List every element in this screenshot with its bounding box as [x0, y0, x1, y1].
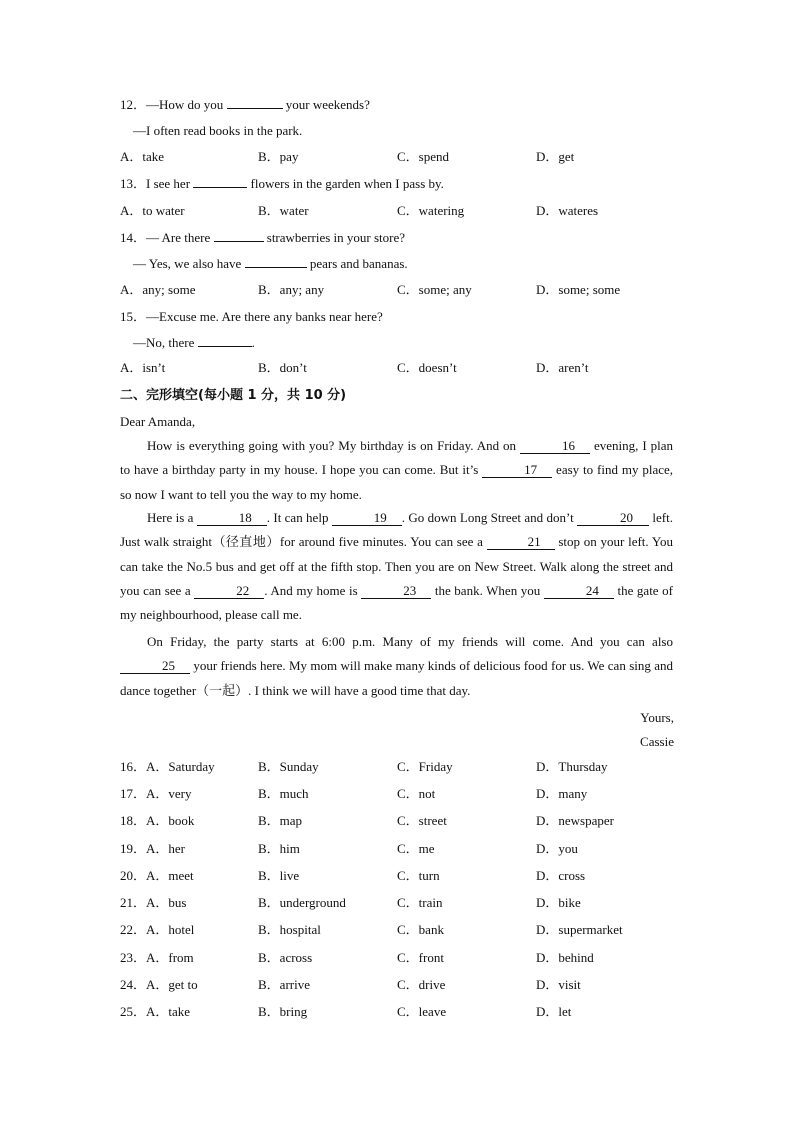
answer-blank	[198, 346, 252, 347]
question-15-reply-b: .	[251, 335, 255, 350]
blank-19: 19	[332, 510, 402, 526]
paragraph-text: . And my home is	[264, 582, 362, 598]
choice-22-b: B．hospital	[258, 922, 321, 937]
choice-17-a: 17．A．very	[120, 786, 192, 801]
question-12-reply: —I often read books in the park.	[133, 123, 303, 138]
choice-16-a: 16．A．Saturday	[120, 759, 215, 774]
question-13	[120, 176, 444, 192]
letter-closing: Yours,	[640, 710, 674, 725]
choice-22-c: C．bank	[397, 922, 444, 937]
choice-18-a: 18．A．book	[120, 813, 195, 828]
letter-signature: Cassie	[640, 734, 674, 749]
paragraph-text: left. Just walk straight（径直地）for around five minutes. You can see a	[120, 510, 673, 550]
question-15-prompt: 15．—Excuse me. Are there any banks near here?	[120, 309, 383, 324]
question-14-prompt-a: 14．— Are there	[120, 230, 211, 245]
q13-option-b: B．water	[258, 203, 309, 218]
q13-option-c: C．watering	[397, 203, 465, 218]
letter-paragraph-2	[120, 506, 673, 627]
answer-blank	[214, 241, 264, 242]
choice-21-d: D．bike	[536, 895, 581, 910]
choice-16-b: B．Sunday	[258, 759, 319, 774]
choice-20-b: B．live	[258, 868, 300, 883]
choice-20-c: C．turn	[397, 868, 440, 883]
choice-18-c: C．street	[397, 813, 447, 828]
question-14-reply-a: — Yes, we also have	[133, 256, 242, 271]
q14-option-a: A．any; some	[120, 282, 196, 297]
choice-20-d: D．cross	[536, 868, 586, 883]
choice-17-c: C．not	[397, 786, 436, 801]
choice-21-a: 21．A．bus	[120, 895, 187, 910]
q13-option-a: A．to water	[120, 203, 185, 218]
choice-18-b: B．map	[258, 813, 303, 828]
paragraph-text: your friends here. My mom will make many kinds of delicious food for us. We can sing and dance together（一起）. I think we will have a good time that day.	[120, 658, 673, 698]
blank-20: 20	[577, 510, 649, 526]
choice-22-a: 22．A．hotel	[120, 922, 195, 937]
q14-option-c: C．some; any	[397, 282, 472, 297]
q12-option-a: A．take	[120, 149, 165, 164]
paragraph-text: easy to find my place, so now I want to tell you the way to my home.	[120, 462, 674, 502]
choice-25-a: 25．A．take	[120, 1004, 191, 1019]
choice-24-a: 24．A．get to	[120, 977, 198, 992]
paragraph-text: . It can help	[266, 510, 332, 525]
q12-option-b: B．pay	[258, 149, 299, 164]
blank-16: 16	[520, 438, 590, 454]
choice-23-b: B．across	[258, 950, 313, 965]
paragraph-text: Here is a	[147, 510, 197, 525]
choice-19-c: C．me	[397, 841, 435, 856]
question-14-reply-b: pears and bananas.	[309, 256, 408, 271]
blank-25: 25	[120, 658, 190, 674]
question-14-reply	[133, 256, 408, 272]
paragraph-text: evening, I plan to have a birthday party in my house. I hope you can come. But it’s	[120, 438, 673, 478]
blank-21: 21	[487, 534, 555, 550]
paragraph-text: stop on your left. You can take the No.5 bus and get off at the fifth stop. Then you are on New Street. Walk along the street and you can see a	[120, 534, 673, 598]
choice-17-b: B．much	[258, 786, 309, 801]
question-13-prompt-b: flowers in the garden when I pass by.	[250, 176, 444, 191]
choice-21-c: C．train	[397, 895, 443, 910]
section-heading: 二、完形填空(每小题 1 分，共 10 分)	[120, 388, 347, 403]
blank-23: 23	[361, 583, 431, 599]
q15-option-d: D．aren’t	[536, 360, 589, 375]
choice-21-b: B．underground	[258, 895, 346, 910]
choice-25-c: C．leave	[397, 1004, 447, 1019]
q15-option-a: A．isn’t	[120, 360, 166, 375]
paragraph-text: the bank. When you	[431, 582, 544, 598]
choice-20-a: 20．A．meet	[120, 868, 194, 883]
letter-paragraph-3	[120, 630, 673, 703]
question-12	[120, 97, 370, 113]
answer-blank	[193, 187, 247, 188]
paragraph-text: . Go down Long Street and don’t	[401, 510, 578, 525]
answer-blank	[245, 267, 307, 268]
q13-option-d: D．wateres	[536, 203, 599, 218]
choice-16-d: D．Thursday	[536, 759, 608, 774]
blank-24: 24	[544, 583, 614, 599]
question-14-prompt-b: strawberries in your store?	[266, 230, 406, 245]
question-15-reply-a: —No, there	[133, 335, 195, 350]
question-13-prompt-a: 13．I see her	[120, 176, 191, 191]
choice-24-d: D．visit	[536, 977, 581, 992]
choice-25-b: B．bring	[258, 1004, 308, 1019]
blank-18: 18	[197, 510, 267, 526]
blank-17: 17	[482, 462, 552, 478]
question-12-prompt-b: your weekends?	[285, 97, 370, 112]
choice-24-c: C．drive	[397, 977, 446, 992]
letter-paragraph-1	[120, 434, 673, 507]
choice-24-b: B．arrive	[258, 977, 310, 992]
q12-option-c: C．spend	[397, 149, 450, 164]
choice-22-d: D．supermarket	[536, 922, 623, 937]
choice-19-d: D．you	[536, 841, 578, 856]
answer-blank	[227, 108, 283, 109]
letter-greeting: Dear Amanda,	[120, 414, 196, 429]
question-12-prompt-a: 12．—How do you	[120, 97, 224, 112]
choice-19-b: B．him	[258, 841, 300, 856]
question-15-reply	[133, 335, 255, 351]
choice-23-d: D．behind	[536, 950, 594, 965]
choice-17-d: D．many	[536, 786, 588, 801]
choice-23-a: 23．A．from	[120, 950, 194, 965]
q12-option-d: D．get	[536, 149, 575, 164]
q15-option-b: B．don’t	[258, 360, 307, 375]
paragraph-text: How is everything going with you? My birthday is on Friday. And on	[147, 438, 521, 453]
choice-16-c: C．Friday	[397, 759, 453, 774]
paragraph-text: the gate of my neighbourhood, please call me.	[120, 582, 673, 623]
blank-22: 22	[194, 583, 264, 599]
choice-18-d: D．newspaper	[536, 813, 614, 828]
choice-25-d: D．let	[536, 1004, 572, 1019]
question-14	[120, 230, 405, 246]
choice-23-c: C．front	[397, 950, 444, 965]
paragraph-text: On Friday, the party starts at 6:00 p.m. Many of my friends will come. And you can also	[147, 634, 673, 649]
q15-option-c: C．doesn’t	[397, 360, 457, 375]
q14-option-d: D．some; some	[536, 282, 621, 297]
q14-option-b: B．any; any	[258, 282, 325, 297]
choice-19-a: 19．A．her	[120, 841, 185, 856]
